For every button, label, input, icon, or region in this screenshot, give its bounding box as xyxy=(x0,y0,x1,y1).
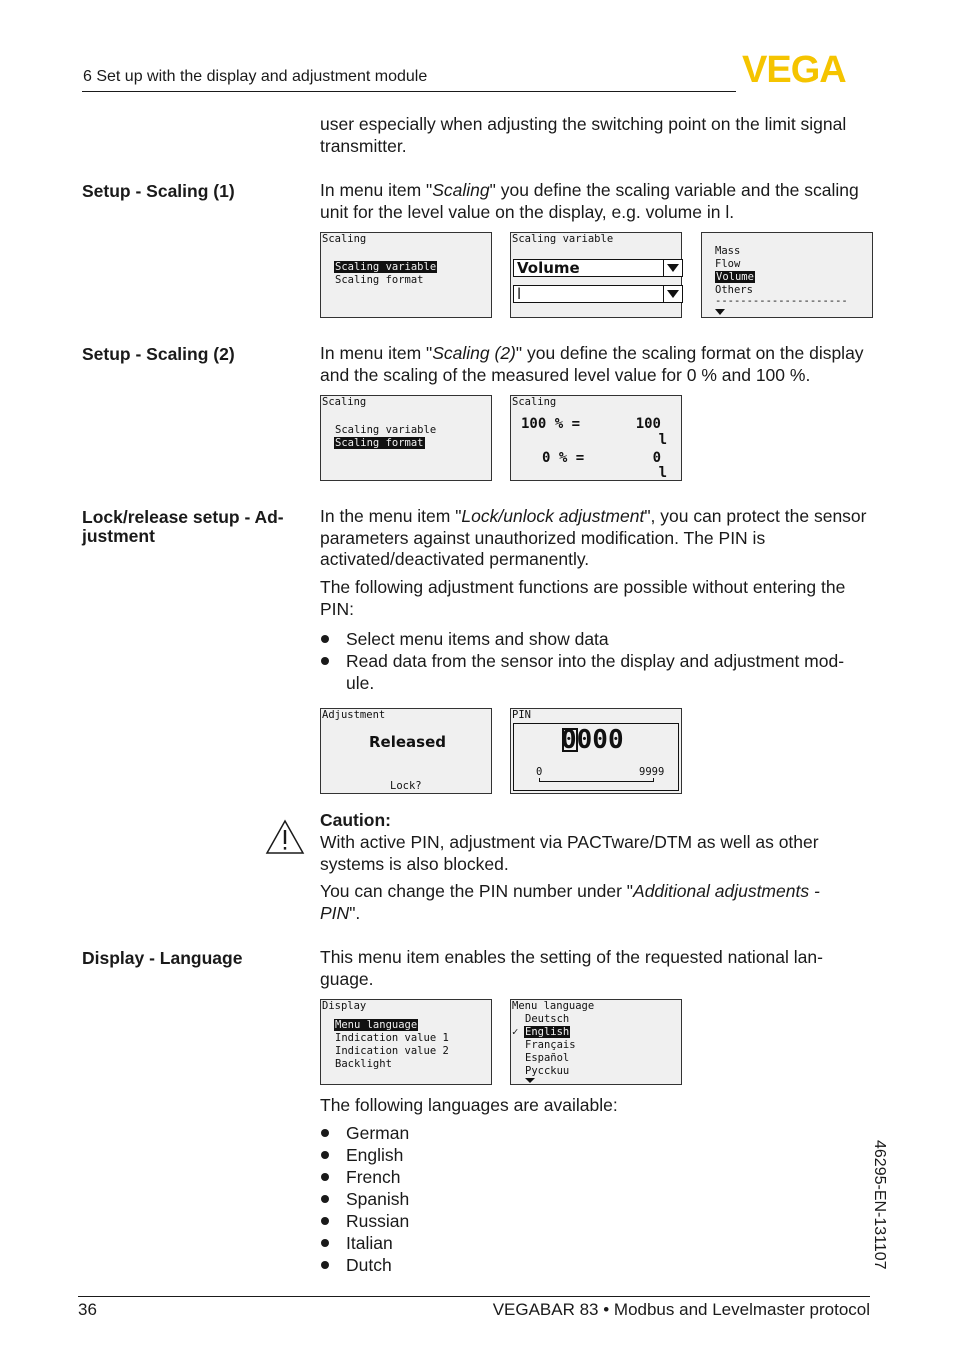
lcd-pin xyxy=(510,708,682,794)
unit-dropdown xyxy=(513,285,683,303)
pin-scale-tick xyxy=(539,778,540,782)
lcd-scaling-variable xyxy=(510,232,682,318)
lcd-title: Display xyxy=(322,1000,367,1012)
scaling2-text: In menu item "Scaling (2)" you define the scaling format on the display and the scaling of the measured level value for 0 % and 100 %. xyxy=(320,343,864,385)
pin-min: 0 xyxy=(536,766,543,778)
lcd-item: Español xyxy=(525,1052,570,1064)
list-item: German xyxy=(320,1122,880,1144)
lcd-adjustment xyxy=(320,708,492,794)
caution-p2: You can change the PIN number under "Additional adjustments - PIN". xyxy=(320,881,820,923)
scroll-down-icon xyxy=(525,1078,535,1083)
footer-rule xyxy=(78,1296,870,1297)
lcd-item: Indication value 2 xyxy=(335,1045,449,1057)
list-item: Spanish xyxy=(320,1188,880,1210)
lcd-menu-language xyxy=(510,999,682,1085)
lcd-variable-options xyxy=(701,232,873,318)
language-list xyxy=(320,1122,880,1276)
lcd-divider: --------------------- xyxy=(715,295,848,307)
lcd-selected-item: Scaling format xyxy=(335,437,424,449)
intro-text: user especially when adjusting the switching point on the limit signal transmitter. xyxy=(320,114,847,156)
vega-logo xyxy=(742,52,874,86)
list-item: French xyxy=(320,1166,880,1188)
language-p1: This menu item enables the setting of the requested national lan- guage. xyxy=(320,947,823,989)
lcd-title: Scaling xyxy=(322,396,367,408)
list-item: Dutch xyxy=(320,1254,880,1276)
lcd-selected-option: Volume xyxy=(716,271,754,283)
lock-p1: In the menu item "Lock/unlock adjustment", you can protect the sensor parameters against unauthorized modification. The PIN is activated/deactivated permanently. xyxy=(320,506,867,569)
pin-value: 0000 xyxy=(561,725,624,755)
row2-value: 0 xyxy=(652,450,661,466)
lcd-item: Deutsch xyxy=(525,1013,570,1025)
list-item: Select menu items and show data xyxy=(320,628,880,650)
lock-action: Lock? xyxy=(390,780,422,792)
lcd-title: Menu language xyxy=(512,1000,595,1012)
row2-unit: l xyxy=(658,465,667,481)
row1-value: 100 xyxy=(635,416,661,432)
scaling2-label: Setup - Scaling (2) xyxy=(82,344,235,364)
pin-scale-tick xyxy=(653,778,654,782)
lcd-title: Scaling xyxy=(512,396,557,408)
chevron-down-icon xyxy=(663,260,682,276)
lcd-scaling-menu xyxy=(320,232,492,318)
lcd-title: Scaling xyxy=(322,233,367,245)
lcd-option: Mass xyxy=(715,245,741,257)
vega-logo-text: VEGA xyxy=(742,52,846,86)
dropdown-value: Volume xyxy=(517,259,580,277)
pin-scale-line xyxy=(539,781,653,782)
row1-unit: l xyxy=(658,432,667,448)
pin-max: 9999 xyxy=(639,766,665,778)
lcd-selected-item: English xyxy=(525,1026,570,1038)
footer-title: VEGABAR 83 • Modbus and Levelmaster protocol xyxy=(492,1300,870,1319)
row1-percent: 100 % = xyxy=(521,416,581,432)
caution-heading: Caution: xyxy=(320,810,391,830)
lcd-option: Flow xyxy=(715,258,741,270)
header-rule xyxy=(82,91,736,92)
lcd-option: Others xyxy=(715,284,753,296)
lcd-selected-item: Scaling variable xyxy=(335,261,437,273)
lcd-scaling-format xyxy=(510,395,682,481)
lock-label: Lock/release setup - Ad- justment xyxy=(82,507,284,546)
list-item: Russian xyxy=(320,1210,880,1232)
lcd-item: Scaling format xyxy=(335,274,424,286)
lock-bullet-list xyxy=(320,628,880,694)
chevron-down-icon xyxy=(663,286,682,302)
lcd-title: Adjustment xyxy=(322,709,386,721)
dropdown-value: l xyxy=(517,285,522,303)
lcd-title: PIN xyxy=(512,709,531,721)
lcd-item: Backlight xyxy=(335,1058,392,1070)
warning-icon xyxy=(265,819,305,855)
list-item: Italian xyxy=(320,1232,880,1254)
pin-cursor xyxy=(562,728,578,752)
document-id: 46295-EN-131107 xyxy=(871,1140,888,1270)
language-p2: The following languages are available: xyxy=(320,1095,618,1115)
list-item: Read data from the sensor into the display and adjustment mod- ule. xyxy=(320,650,880,694)
lcd-display-menu xyxy=(320,999,492,1085)
list-item: English xyxy=(320,1144,880,1166)
lcd-title: Scaling variable xyxy=(512,233,614,245)
lcd-item: Indication value 1 xyxy=(335,1032,449,1044)
lcd-scaling-menu-2 xyxy=(320,395,492,481)
scaling1-label: Setup - Scaling (1) xyxy=(82,181,235,201)
scroll-down-icon xyxy=(715,309,725,315)
lcd-selected-item: Menu language xyxy=(335,1019,418,1031)
adjustment-status: Released xyxy=(369,733,446,751)
header-section-title: 6 Set up with the display and adjustment module xyxy=(83,68,428,85)
variable-dropdown xyxy=(513,259,683,277)
row2-percent: 0 % = xyxy=(542,450,585,466)
lcd-item: Français xyxy=(525,1039,576,1051)
page-number: 36 xyxy=(78,1300,97,1319)
caution-p1: With active PIN, adjustment via PACTware/DTM as well as other systems is also blocked. xyxy=(320,832,819,874)
scaling1-text: In menu item "Scaling" you define the scaling variable and the scaling unit for the level value on the display, e.g. volume in l. xyxy=(320,180,859,222)
lock-p2: The following adjustment functions are possible without entering the PIN: xyxy=(320,577,846,619)
checkmark-icon: ✓ xyxy=(512,1026,519,1038)
language-label: Display - Language xyxy=(82,948,243,968)
lcd-item: Pycckuu xyxy=(525,1065,570,1077)
lcd-item: Scaling variable xyxy=(335,424,437,436)
